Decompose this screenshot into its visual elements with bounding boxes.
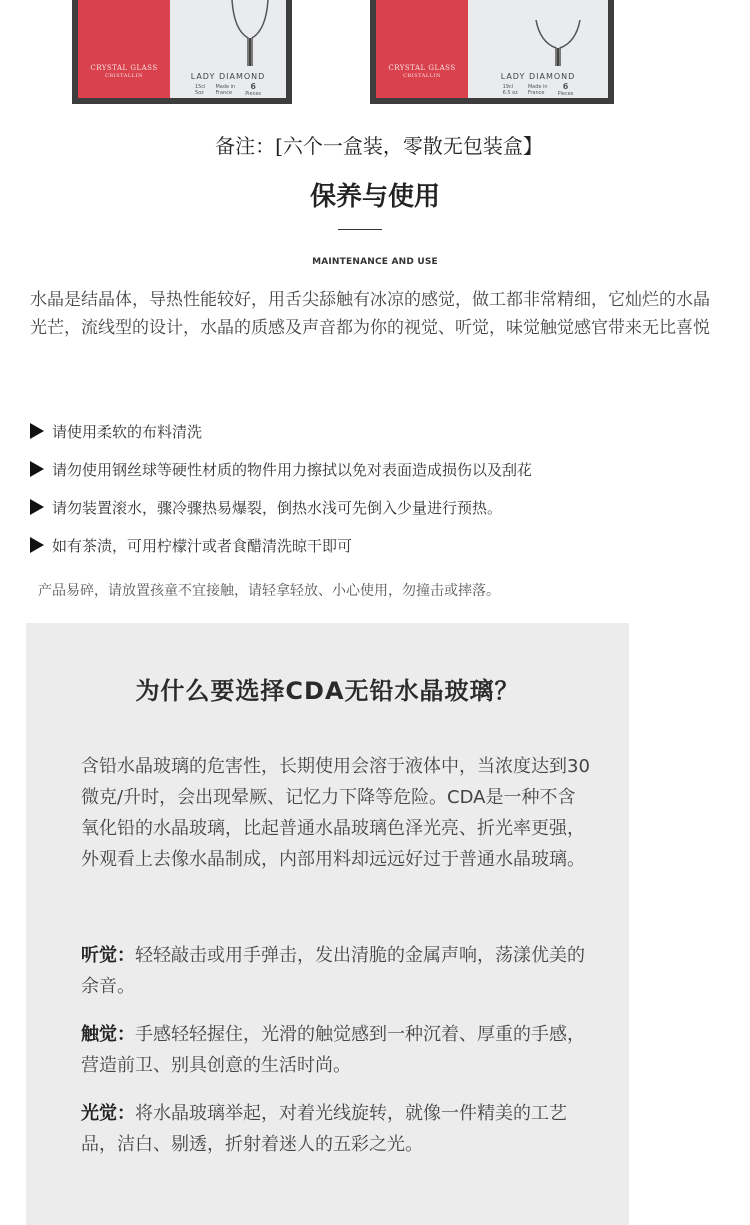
feature-touch bbox=[81, 1019, 591, 1081]
wine-glass-icon bbox=[518, 0, 598, 70]
tip-text: 请勿使用钢丝球等硬性材质的物件用力擦拭以免对表面造成损伤以及刮花 bbox=[52, 460, 533, 479]
box-red-text: CRYSTAL GLASS bbox=[90, 64, 158, 72]
box-red-subtext: CRISTALLIN bbox=[403, 73, 441, 79]
feature-label: 听觉： bbox=[81, 945, 135, 966]
wine-glass-icon bbox=[210, 0, 290, 70]
section-title: 保养与使用 bbox=[309, 182, 440, 212]
list-item bbox=[30, 526, 532, 564]
section-subtitle: MAINTENANCE AND USE bbox=[312, 257, 438, 267]
packaging-note: 备注：[六个一盒装，零散无包装盒】 bbox=[215, 134, 543, 158]
feature-text: 将水晶玻璃举起，对着光线旋转，就像一件精美的工艺品，洁白、剔透，折射着迷人的五彩之光。 bbox=[81, 1103, 567, 1155]
section-divider bbox=[338, 229, 382, 230]
list-item bbox=[30, 488, 532, 526]
feature-light bbox=[81, 1098, 591, 1160]
box-red-panel bbox=[78, 0, 170, 98]
triangle-bullet-icon bbox=[30, 499, 44, 515]
box-brand: LADY DIAMOND bbox=[500, 72, 576, 81]
feature-text: 手感轻轻握住，光滑的触觉感到一种沉着、厚重的手感，营造前卫、别具创意的生活时尚。 bbox=[81, 1024, 585, 1076]
tip-text: 如有茶渍，可用柠檬汁或者食醋清洗晾干即可 bbox=[52, 536, 353, 555]
spec-made-in: France bbox=[527, 90, 545, 96]
spec-made-in-label: Made in bbox=[527, 84, 548, 90]
box-red-text: CRYSTAL GLASS bbox=[388, 64, 456, 72]
spec-pieces-count: 6 bbox=[562, 82, 569, 91]
panel-title: 为什么要选择CDA无铅水晶玻璃？ bbox=[135, 677, 520, 705]
list-item bbox=[30, 412, 532, 450]
spec-oz: 5oz bbox=[194, 90, 204, 96]
spec-made-in: France bbox=[215, 90, 233, 96]
feature-label: 触觉： bbox=[81, 1024, 135, 1045]
triangle-bullet-icon bbox=[30, 423, 44, 439]
list-item bbox=[30, 450, 532, 488]
care-tips-list bbox=[30, 412, 532, 564]
why-cda-panel bbox=[26, 623, 629, 1225]
spec-oz: 6.5 oz bbox=[502, 90, 518, 96]
tip-text: 请使用柔软的布料清洗 bbox=[52, 422, 203, 441]
box-specs bbox=[468, 84, 608, 97]
triangle-bullet-icon bbox=[30, 461, 44, 477]
box-label-panel bbox=[468, 0, 608, 98]
tip-text: 请勿装置滚水，骤冷骤热易爆裂，倒热水浅可先倒入少量进行预热。 bbox=[52, 498, 503, 517]
feature-hearing bbox=[81, 940, 591, 1002]
product-box-left bbox=[72, 0, 292, 104]
box-label-panel bbox=[170, 0, 286, 98]
product-box-right bbox=[370, 0, 614, 104]
spec-made-in-label: Made in bbox=[215, 84, 236, 90]
spec-pieces-label: Pieces bbox=[557, 91, 574, 97]
feature-label: 光觉： bbox=[81, 1103, 135, 1124]
panel-body: 含铅水晶玻璃的危害性，长期使用会溶于液体中，当浓度达到30微克/升时，会出现晕厥、记忆力下降等危险。CDA是一种不含氧化铅的水晶玻璃，比起普通水晶玻璃色泽光亮、折光率更强，外观看上去像水晶制成，内部用料却远远好过于普通水晶玻璃。 bbox=[81, 756, 590, 870]
box-red-panel bbox=[376, 0, 468, 98]
box-brand: LADY DIAMOND bbox=[190, 72, 266, 81]
intro-paragraph: 水晶是结晶体，导热性能较好，用舌尖舔触有冰凉的感觉，做工都非常精细，它灿烂的水晶光芒，流线型的设计，水晶的质感及声音都为你的视觉、听觉，味觉触觉感官带来无比喜悦 bbox=[30, 290, 710, 338]
box-red-subtext: CRISTALLIN bbox=[105, 73, 143, 79]
fragile-warning: 产品易碎，请放置孩童不宜接触，请轻拿轻放、小心使用，勿撞击或摔落。 bbox=[38, 583, 500, 599]
spec-volume: 19cl bbox=[502, 84, 514, 90]
spec-pieces-label: Pieces bbox=[245, 91, 262, 97]
spec-pieces-count: 6 bbox=[250, 82, 256, 91]
triangle-bullet-icon bbox=[30, 537, 44, 553]
box-specs bbox=[170, 84, 286, 97]
feature-text: 轻轻敲击或用手弹击，发出清脆的金属声响，荡漾优美的余音。 bbox=[81, 945, 585, 997]
spec-volume: 15cl bbox=[194, 84, 206, 90]
